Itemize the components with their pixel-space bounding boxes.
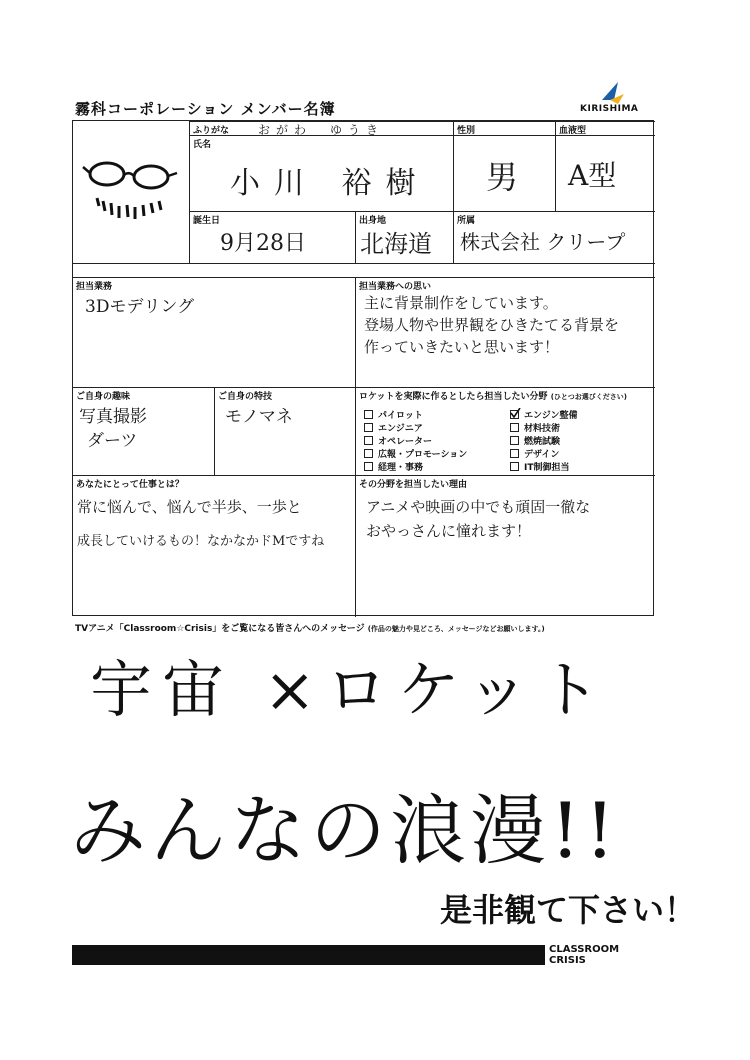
birthday-label: 誕生日 [193,216,221,226]
skill-label: ご自身の特技 [218,392,273,402]
checkmark-icon [510,408,521,419]
message-prompt-text: TVアニメ「Classroom☆Crisis」をご覧になる皆さんへのメッセージ [75,624,365,634]
name-value: 小川 裕樹 [230,166,430,201]
rocket-option-it-control[interactable]: IT制御担当 [510,460,570,473]
rocket-cell [355,387,655,475]
rocket-option-engineer[interactable]: エンジニア [364,421,423,434]
affiliation-value: 株式会社 クリープ [460,230,626,254]
gender-value: 男 [486,158,519,196]
work-value: 3Dモデリング [85,297,195,317]
meaning-label: あなたにとって仕事とは？ [76,480,184,490]
meaning-cell [73,475,355,617]
gender-cell [453,121,555,211]
rocket-option-design[interactable]: デザイン [510,447,559,460]
blood-cell [555,121,655,211]
blood-label: 血液型 [559,126,587,136]
meaning-line-1: 常に悩んで、悩んで半歩、一歩と [77,498,302,516]
work-label: 担当業務 [76,282,113,292]
work-thoughts-line-3: 作っていきたいと思います！ [364,338,560,356]
rocket-option-materials[interactable]: 材料技術 [510,421,560,434]
classroom-crisis-logo-line-1: CLASSROOM [549,944,620,955]
message-line-2: みんなの浪漫!! [70,786,620,875]
furigana-label: ふりがな [193,126,230,136]
rocket-option-combustion[interactable]: 燃焼試験 [510,434,560,447]
message-line-3: 是非観て下さい！ [440,891,697,929]
reason-line-1: アニメや映画の中でも頑固一徹な [366,498,591,516]
message-line-1: 宇宙 ×ロケット [90,653,611,726]
classroom-crisis-logo [545,944,655,968]
hometown-cell [355,211,453,263]
work-thoughts-line-2: 登場人物や世界観をひきたてる背景を [364,316,620,334]
rocket-option-pr[interactable]: 広報・プロモーション [364,447,467,460]
rocket-note: (ひとつお選びください) [550,393,627,401]
rocket-option-pilot[interactable]: パイロット [364,408,423,421]
rocket-option-accounting[interactable]: 経理・事務 [364,460,423,473]
hometown-label: 出身地 [359,216,387,226]
work-thoughts-cell [355,277,655,387]
work-thoughts-line-1: 主に背景制作をしています。 [364,294,558,312]
hometown-value: 北海道 [360,230,432,258]
blood-value: A型 [568,159,617,192]
hobby-value-1: 写真撮影 [79,407,147,427]
member-form [72,120,654,616]
spacer-row [73,263,655,277]
hobby-value-2: ダーツ [87,431,138,451]
rocket-option-engine-maintenance[interactable]: エンジン整備 [510,408,578,421]
work-cell [73,277,355,387]
hobby-cell [73,387,214,475]
reason-line-2: おやっさんに憧れます！ [366,522,532,540]
portrait-cell [73,121,189,263]
name-label: 氏名 [193,140,212,150]
birthday-cell [189,211,355,263]
reason-label: その分野を担当したい理由 [359,480,468,490]
classroom-crisis-logo-line-2: CRISIS [549,955,586,966]
furigana-value: おがわ ゆうき [258,123,385,137]
work-thoughts-label: 担当業務への思い [359,282,432,292]
meaning-line-2: 成長していけるもの！なかなかドMですね [77,534,325,549]
affiliation-cell [453,211,655,263]
affiliation-label: 所属 [457,216,476,226]
rocket-option-operator[interactable]: オペレーター [364,434,432,447]
rocket-question: ロケットを実際に作るとしたら担当したい分野 [359,392,548,402]
reason-cell [355,475,655,617]
kirishima-logo-text: KIRISHIMA [580,104,639,114]
hobby-label: ご自身の趣味 [76,392,131,402]
gender-label: 性別 [457,126,476,136]
skill-cell [214,387,355,475]
name-cell [189,121,453,211]
birthday-value: 9月28日 [220,231,306,256]
rocket-label [359,389,627,402]
glasses-portrait-icon [73,121,189,263]
skill-value: モノマネ [225,407,293,427]
form-title: 霧科コーポレーション メンバー名簿 [75,100,336,118]
message-prompt-note: (作品の魅力や見どころ、メッセージなどお願いします。) [367,625,545,633]
message-prompt [75,621,545,634]
